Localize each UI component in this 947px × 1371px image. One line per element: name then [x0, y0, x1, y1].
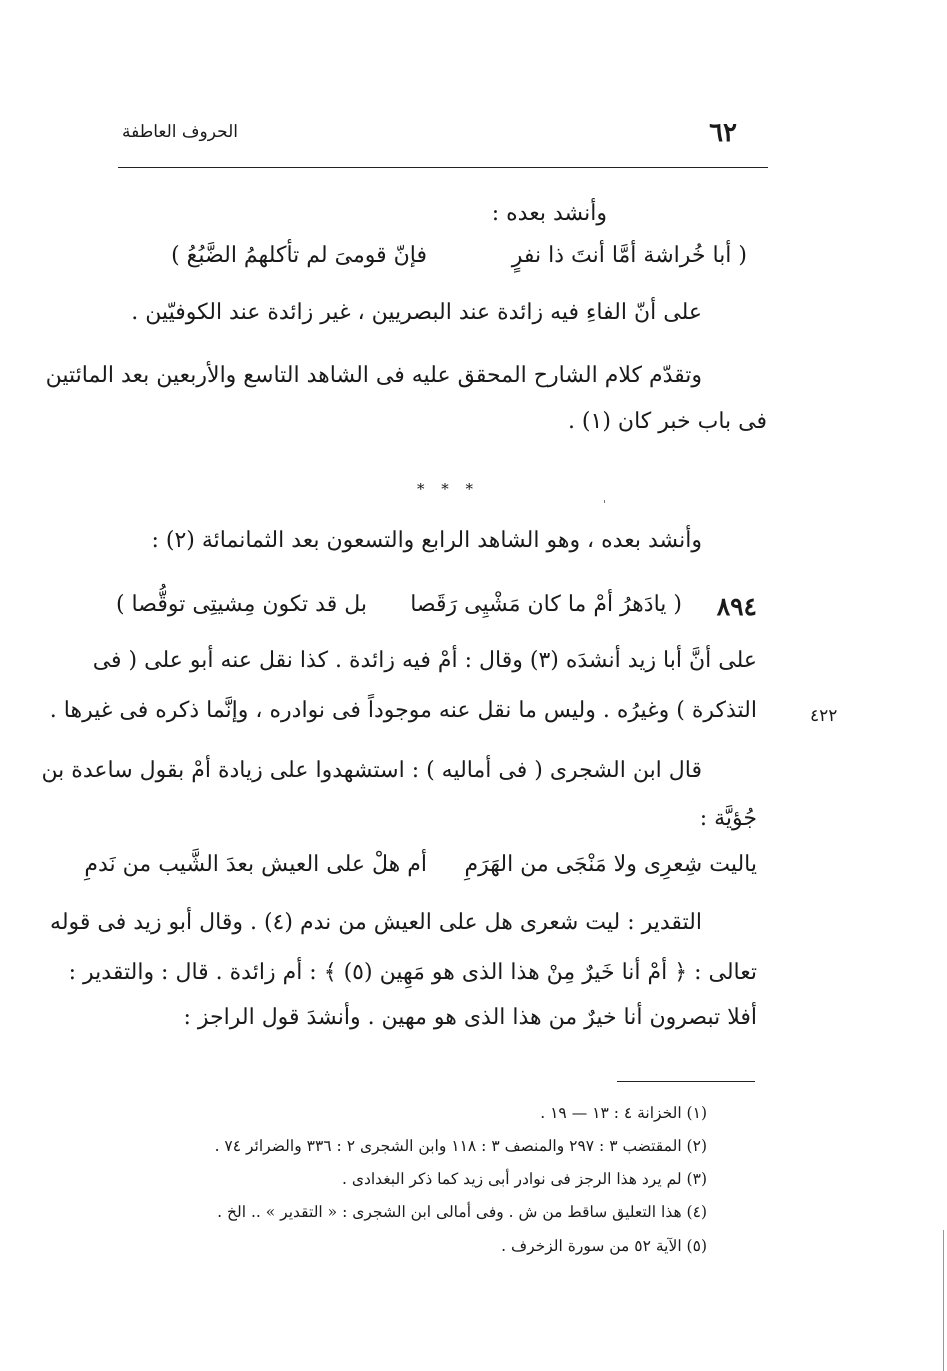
- body-line: قال ابن الشجرى ( فى أماليه ) : استشهدوا على زيادة أمْ بقول ساعدة بن: [41, 758, 702, 783]
- body-line: التقدير : ليت شعرى هل على العيش من ندم (٤) . وقال أبو زيد فى قوله: [50, 910, 702, 935]
- page-number: ٦٢: [709, 118, 737, 148]
- footnote: (٣) لم يرد هذا الرجز فى نوادر أبى زيد كما ذكر البغدادى .: [341, 1170, 707, 1188]
- body-line: وأنشد بعده ، وهو الشاهد الرابع والتسعون بعد الثمانمائة (٢) :: [151, 528, 702, 553]
- verse-first-hemistich: ( يادَهرُ أمْ ما كان مَشْيِى رَقَصا: [410, 592, 682, 617]
- body-line: التذكرة ) وغيرُه . وليس ما نقل عنه موجوداً فى نوادره ، وإنَّما ذكره فى غيرها .: [49, 698, 757, 723]
- scan-edge-line: [943, 1230, 944, 1371]
- footnote-rule: [617, 1081, 755, 1082]
- verse-number: ٨٩٤: [716, 592, 757, 621]
- verse-second-hemistich: فإنّ قومىَ لم تأكلهمُ الضَّبُعُ ): [171, 243, 427, 268]
- section-separator: * * *: [417, 480, 480, 498]
- margin-page-number: ٤٢٢: [810, 706, 838, 726]
- footnote: (٤) هذا التعليق ساقط من ش . وفى أمالى ابن الشجرى : « التقدير » .. الخ .: [217, 1203, 707, 1221]
- body-line: وأنشد بعده :: [491, 201, 607, 226]
- body-line: على أنَّ أبا زيد أنشدَه (٣) وقال : أمْ فيه زائدة . كذا نقل عنه أبو على ( فى: [92, 648, 757, 673]
- header-rule: [118, 167, 768, 168]
- body-line: وتقدّم كلام الشارح المحقق عليه فى الشاهد التاسع والأربعين بعد المائتين: [45, 363, 702, 388]
- running-title: الحروف العاطفة: [122, 122, 239, 142]
- footnote: (٢) المقتضب ٣ : ٢٩٧ والمنصف ٣ : ١١٨ وابن الشجرى ٢ : ٣٣٦ والضرائر ٧٤ .: [214, 1137, 707, 1155]
- body-line: جُؤيَّة :: [699, 806, 757, 831]
- footnote: (١) الخزانة ٤ : ١٣ — ١٩ .: [540, 1104, 707, 1122]
- verse-first-hemistich: ( أبا خُراشة أمَّا أنتَ ذا نفرٍ: [511, 243, 747, 268]
- body-line: أفلا تبصرون أنا خيرٌ من هذا الذى هو مهين . وأنشدَ قول الراجز :: [183, 1005, 757, 1030]
- footnote: (٥) الآية ٥٢ من سورة الزخرف .: [501, 1237, 707, 1255]
- body-line: على أنّ الفاءِ فيه زائدة عند البصريين ، غير زائدة عند الكوفيّين .: [131, 300, 702, 325]
- body-line: فى باب خبر كان (١) .: [567, 409, 767, 434]
- print-speck: [604, 500, 605, 503]
- verse-first-hemistich: ياليت شِعرِى ولا مَنْجَى من الهَرَمِ: [464, 852, 757, 877]
- body-line: تعالى : ﴿ أمْ أنا خَيرٌ مِنْ هذا الذى هو مَهِين (٥) ﴾ : أم زائدة . قال : والتقدير :: [68, 960, 757, 985]
- verse-second-hemistich: أم هلْ على العيش بعدَ الشَّيب من نَدمِ: [84, 852, 427, 877]
- verse-second-hemistich: بل قد تكون مِشيتِى توقُّصا ): [115, 592, 367, 617]
